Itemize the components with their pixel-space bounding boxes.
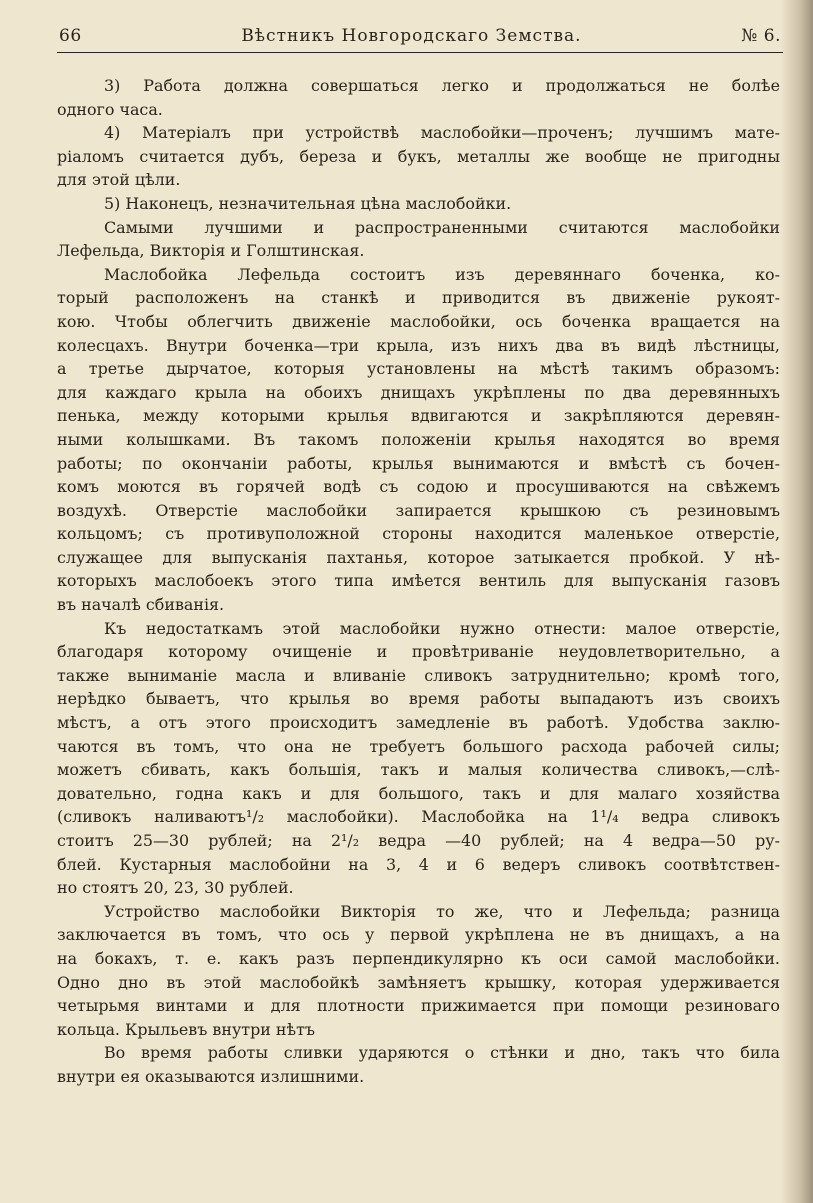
text-line: 4) Матеріалъ при устройствѣ маслобойки—проченъ; лучшимъ мате-: [104, 123, 780, 143]
text-line: одного часа.: [57, 99, 163, 119]
text-line: воздухѣ. Отверстіе маслобойки запирается крышкою съ резиновымъ: [57, 500, 780, 520]
text-line: комъ моются въ горячей водѣ съ содою и просушиваются на свѣжемъ: [57, 477, 780, 497]
paragraph: [57, 121, 780, 192]
text-line: кольца. Крыльевъ внутри нѣтъ: [57, 1019, 315, 1039]
text-line: заключается въ томъ, что ось у первой укрѣплена не въ днищахъ, а на: [57, 925, 780, 945]
text-line: довательно, годна какъ и для большого, такъ и для малаго хозяйства: [57, 783, 780, 803]
text-line: работы; по окончаніи работы, крылья вынимаются и вмѣстѣ съ бочен-: [57, 453, 780, 473]
text-line: также выниманіе масла и вливаніе сливокъ затруднительно; кромѣ того,: [57, 665, 780, 685]
paragraph: [57, 900, 780, 1042]
text-line: Одно дно въ этой маслобойкѣ замѣняетъ крышку, которая удерживается: [57, 972, 780, 992]
text-line: но стоятъ 20, 23, 30 рублей.: [57, 878, 294, 898]
text-line: а третье дырчатое, которыя установлены на мѣстѣ такимъ образомъ:: [57, 359, 780, 379]
text-line: четырьмя винтами и для плотности прижимается при помощи резиноваго: [57, 996, 780, 1016]
text-line: ріаломъ считается дубъ, береза и букъ, металлы же вообще не пригодны: [57, 146, 780, 166]
text-line: Самыми лучшими и распространенными считаются маслобойки: [104, 217, 780, 237]
text-line: нерѣдко бываетъ, что крылья во время работы выпадаютъ изъ своихъ: [57, 689, 780, 709]
text-line: торый расположенъ на станкѣ и приводится въ движеніе рукоят-: [57, 288, 780, 308]
text-line: 3) Работа должна совершаться легко и продолжаться не болѣе: [104, 76, 780, 95]
text-line: въ началѣ сбиванія.: [57, 595, 225, 615]
text-line: для каждаго крыла на обоихъ днищахъ укрѣплены по два деревянныхъ: [57, 382, 780, 402]
text-line: Маслобойка Лефельда состоитъ изъ деревяннаго боченка, ко-: [104, 264, 780, 284]
paragraph: [57, 74, 780, 121]
text-line: блей. Кустарныя маслобойни на 3, 4 и 6 ведеръ сливокъ соотвѣтствен-: [57, 854, 780, 874]
paragraph: [57, 216, 780, 263]
text-line: стоитъ 25—30 рублей; на 2¹/₂ ведра —40 рублей; на 4 ведра—50 ру-: [57, 831, 780, 850]
text-line: внутри ея оказываются излишними.: [57, 1066, 365, 1086]
text-line: кольцомъ; съ противуположной стороны находится маленькое отверстіе,: [57, 524, 780, 544]
text-line: колесцахъ. Внутри боченка—три крыла, изъ нихъ два въ видѣ лѣстницы,: [57, 335, 780, 355]
text-line: благодаря которому очищеніе и провѣтриваніе неудовлетворительно, а: [57, 642, 780, 662]
header-rule: [57, 52, 783, 53]
paragraph: [57, 263, 780, 617]
text-line: 5) Наконецъ, незначительная цѣна маслобойки.: [104, 193, 512, 213]
text-line: кою. Чтобы облегчить движеніе маслобойки, ось боченка вращается на: [57, 311, 780, 331]
paragraph: [57, 1041, 780, 1088]
paragraph: [57, 617, 780, 900]
text-line: для этой цѣли.: [57, 170, 181, 190]
text-line: которыхъ маслобоекъ этого типа имѣется вентиль для выпусканія газовъ: [57, 571, 780, 591]
text-line: мѣстъ, а отъ этого происходитъ замедленіе въ работѣ. Удобства заклю-: [57, 713, 780, 733]
text-line: можетъ сбивать, какъ большія, такъ и малыя количества сливокъ,—слѣ-: [57, 760, 780, 780]
issue-number: № 6.: [741, 26, 781, 46]
running-header: [57, 26, 781, 50]
text-line: (сливокъ наливаютъ¹/₂ маслобойки). Маслобойка на 1¹/₄ ведра сливокъ: [57, 807, 780, 827]
text-line: Лефельда, Викторія и Голштинская.: [57, 241, 365, 261]
text-line: Устройство маслобойки Викторія то же, что и Лефельда; разница: [104, 901, 780, 921]
paragraph: [57, 192, 780, 216]
text-line: служащее для выпусканія пахтанья, которое затыкается пробкой. У нѣ-: [57, 547, 780, 567]
text-line: пенька, между которыми крылья вдвигаются и закрѣпляются деревян-: [57, 406, 780, 426]
text-line: чаются въ томъ, что она не требуетъ большого расхода рабочей силы;: [57, 736, 780, 756]
journal-title: Вѣстникъ Новгородскаго Земства.: [241, 26, 582, 46]
text-line: на бокахъ, т. е. какъ разъ перпендикулярно къ оси самой маслобойки.: [57, 948, 780, 968]
text-line: Къ недостаткамъ этой маслобойки нужно отнести: малое отверстіе,: [104, 618, 780, 638]
text-line: Во время работы сливки ударяются о стѣнки и дно, такъ что била: [104, 1043, 780, 1063]
page-number: 66: [59, 26, 82, 46]
text-line: ными колышками. Въ такомъ положеніи крылья находятся во время: [57, 429, 780, 449]
body-text: [57, 74, 780, 1089]
